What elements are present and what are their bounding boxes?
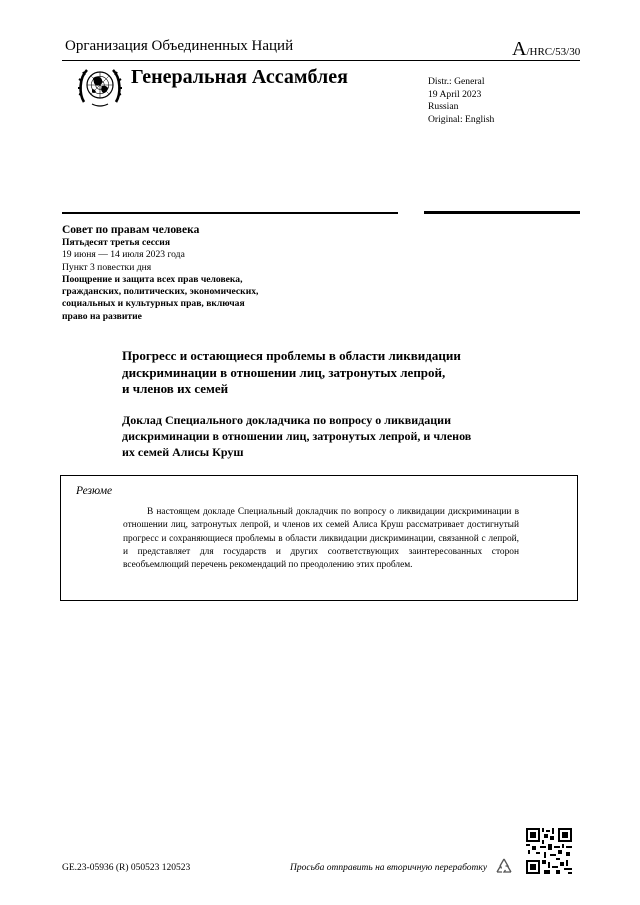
agenda-title-line: социальных и культурных прав, включая [62, 298, 245, 310]
assembly-title: Генеральная Ассамблея [131, 66, 348, 88]
document-language: Russian [428, 101, 459, 112]
document-subtitle [122, 412, 542, 460]
document-title [122, 348, 542, 398]
session-info [62, 223, 312, 323]
document-symbol [512, 38, 580, 61]
organization-name: Организация Объединенных Наций [65, 38, 294, 54]
agenda-title-line: право на развитие [62, 310, 142, 322]
masthead-rule-short [62, 212, 398, 214]
distribution-block [428, 76, 494, 126]
distribution-type: Distr.: General [428, 76, 485, 87]
header-rule [62, 60, 580, 61]
job-number: GE.23-05936 (R) 050523 120523 [62, 863, 191, 873]
document-symbol-letter: A [512, 38, 527, 60]
summary-text: В настоящем докладе Специальный докладчик по вопросу о ликвидации дискриминации в отношении лиц, затронутых лепрой, и членов их семей Алиса Круш рассматривает достигнутый прогресс и сохраняющиеся проблемы в области ликвидации дискриминации, связанной с лепрой, и представляет для государств и других соответствующих заинтересованных сторон всеобъемлющий перечень рекомендаций по преодолению этих проблем. [123, 507, 519, 571]
original-language: Original: English [428, 113, 495, 125]
agenda-title-line: Поощрение и защита всех прав человека, [62, 273, 243, 285]
un-emblem-icon [78, 64, 122, 108]
session-dates: 19 июня — 14 июля 2023 года [62, 249, 185, 261]
summary-box [60, 475, 578, 601]
agenda-item: Пункт 3 повестки дня [62, 261, 152, 273]
document-title-line: и членов их семей [122, 381, 229, 396]
summary-heading: Резюме [76, 485, 113, 497]
document-subtitle-line: их семей Алисы Круш [122, 445, 244, 459]
recycle-icon [494, 857, 514, 877]
qr-code-icon [526, 828, 572, 874]
council-name: Совет по правам человека [62, 224, 200, 236]
masthead-rule-long [424, 211, 580, 214]
document-title-line: дискриминации в отношении лиц, затронутых лепрой, [122, 364, 446, 380]
recycle-note: Просьба отправить на вторичную переработку [290, 863, 488, 873]
document-subtitle-line: дискриминации в отношении лиц, затронутых лепрой, и членов [122, 429, 472, 443]
document-symbol-number: /HRC/53/30 [526, 46, 581, 58]
document-subtitle-line: Доклад Специального докладчика по вопросу о ликвидации [122, 413, 451, 427]
session-name: Пятьдесят третья сессия [62, 237, 171, 248]
agenda-title-line: гражданских, политических, экономических, [62, 286, 259, 298]
document-title-line: Прогресс и остающиеся проблемы в области ликвидации [122, 348, 461, 363]
issue-date: 19 April 2023 [428, 88, 482, 100]
